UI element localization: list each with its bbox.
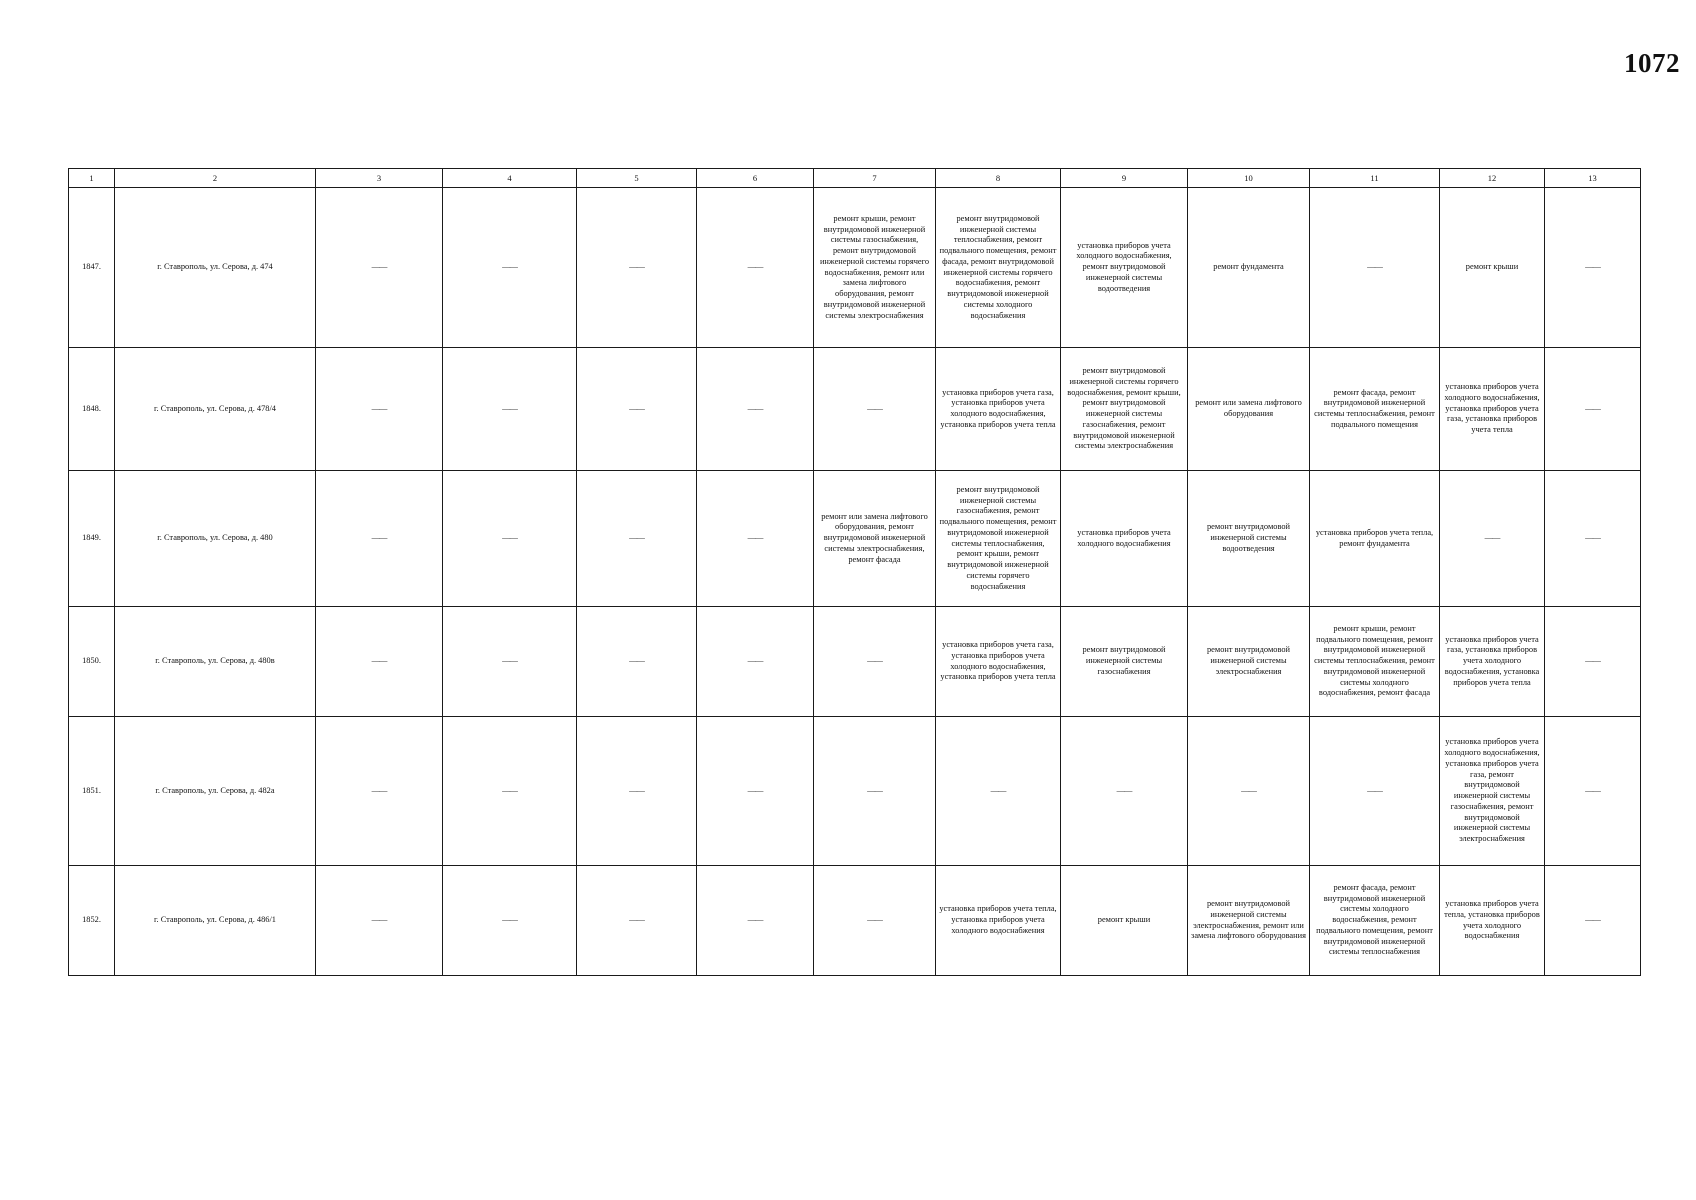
empty-dash-cell: [1310, 188, 1440, 348]
empty-dash-cell: [936, 717, 1061, 866]
dash-mark: ——: [867, 915, 882, 925]
row-number: 1847.: [69, 188, 115, 348]
column-header: 9: [1061, 169, 1188, 188]
address-cell: г. Ставрополь, ул. Серова, д. 478/4: [115, 348, 316, 471]
dash-mark: ——: [1585, 785, 1600, 795]
column-header: 6: [697, 169, 814, 188]
dash-mark: ——: [867, 656, 882, 666]
dash-mark: ——: [867, 403, 882, 413]
column-header: 7: [814, 169, 936, 188]
table-row: [69, 866, 1641, 976]
row-number: 1852.: [69, 866, 115, 976]
dash-mark: ——: [502, 915, 517, 925]
work-cell: установка приборов учета холодного водоснабжения: [1061, 471, 1188, 607]
dash-mark: ——: [502, 656, 517, 666]
table-row: [69, 188, 1641, 348]
empty-dash-cell: [697, 348, 814, 471]
empty-dash-cell: [1545, 471, 1641, 607]
work-cell: ремонт внутридомовой инженерной системы электроснабжения: [1188, 607, 1310, 717]
empty-dash-cell: [697, 866, 814, 976]
empty-dash-cell: [577, 188, 697, 348]
empty-dash-cell: [577, 607, 697, 717]
dash-mark: ——: [629, 533, 644, 543]
empty-dash-cell: [316, 471, 443, 607]
empty-dash-cell: [1188, 717, 1310, 866]
empty-dash-cell: [1310, 717, 1440, 866]
table-row: [69, 348, 1641, 471]
work-cell: установка приборов учета холодного водоснабжения, установка приборов учета газа, ремонт внутридомовой инженерной системы газоснабжения, ремонт внутридомовой инженерной системы электроснабжения: [1440, 717, 1545, 866]
empty-dash-cell: [1440, 471, 1545, 607]
work-cell: ремонт фасада, ремонт внутридомовой инженерной системы теплоснабжения, ремонт подвального помещения: [1310, 348, 1440, 471]
empty-dash-cell: [1545, 188, 1641, 348]
dash-mark: ——: [747, 915, 763, 925]
column-header: 13: [1545, 169, 1641, 188]
dash-mark: ——: [629, 656, 644, 666]
work-cell: ремонт внутридомовой инженерной системы газоснабжения, ремонт подвального помещения, ремонт внутридомовой инженерной системы теплоснабжения, ремонт крыши, ремонт внутридомовой инженерной системы горячего водоснабжения: [936, 471, 1061, 607]
table-row: [69, 717, 1641, 866]
dash-mark: ——: [629, 915, 644, 925]
work-cell: установка приборов учета холодного водоснабжения, установка приборов учета газа, установка приборов учета тепла: [1440, 348, 1545, 471]
dash-mark: ——: [747, 656, 763, 666]
work-cell: ремонт внутридомовой инженерной системы теплоснабжения, ремонт подвального помещения, ремонт фасада, ремонт внутридомовой инженерной системы горячего водоснабжения, ремонт внутридомовой инженерной системы холодного водоснабжения: [936, 188, 1061, 348]
work-cell: установка приборов учета холодного водоснабжения, ремонт внутридомовой инженерной системы водоотведения: [1061, 188, 1188, 348]
table-row: [69, 607, 1641, 717]
empty-dash-cell: [443, 866, 577, 976]
dash-mark: ——: [1585, 656, 1600, 666]
empty-dash-cell: [814, 607, 936, 717]
dash-mark: ——: [371, 656, 387, 666]
row-number: 1850.: [69, 607, 115, 717]
dash-mark: ——: [1241, 785, 1256, 795]
repair-schedule-table: [68, 168, 1641, 976]
dash-mark: ——: [502, 262, 517, 272]
column-header: 2: [115, 169, 316, 188]
dash-mark: ——: [747, 262, 763, 272]
row-number: 1851.: [69, 717, 115, 866]
dash-mark: ——: [502, 533, 517, 543]
dash-mark: ——: [371, 262, 387, 272]
address-cell: г. Ставрополь, ул. Серова, д. 480: [115, 471, 316, 607]
empty-dash-cell: [316, 607, 443, 717]
column-header: 8: [936, 169, 1061, 188]
empty-dash-cell: [443, 188, 577, 348]
empty-dash-cell: [697, 607, 814, 717]
column-header: 12: [1440, 169, 1545, 188]
empty-dash-cell: [697, 188, 814, 348]
dash-mark: ——: [747, 533, 763, 543]
work-cell: ремонт крыши: [1440, 188, 1545, 348]
column-header: 11: [1310, 169, 1440, 188]
dash-mark: ——: [1585, 262, 1600, 272]
empty-dash-cell: [443, 348, 577, 471]
work-cell: ремонт крыши: [1061, 866, 1188, 976]
dash-mark: ——: [629, 785, 644, 795]
dash-mark: ——: [990, 785, 1006, 795]
empty-dash-cell: [814, 866, 936, 976]
empty-dash-cell: [577, 348, 697, 471]
column-header: 10: [1188, 169, 1310, 188]
empty-dash-cell: [443, 471, 577, 607]
work-cell: ремонт фундамента: [1188, 188, 1310, 348]
empty-dash-cell: [814, 348, 936, 471]
dash-mark: ——: [502, 403, 517, 413]
empty-dash-cell: [1545, 348, 1641, 471]
empty-dash-cell: [316, 348, 443, 471]
dash-mark: ——: [747, 403, 763, 413]
empty-dash-cell: [316, 866, 443, 976]
work-cell: ремонт или замена лифтового оборудования, ремонт внутридомовой инженерной системы электроснабжения, ремонт фасада: [814, 471, 936, 607]
page-number: 1072: [1624, 48, 1680, 78]
dash-mark: ——: [1585, 533, 1600, 543]
column-header: 5: [577, 169, 697, 188]
work-cell: установка приборов учета тепла, ремонт фундамента: [1310, 471, 1440, 607]
work-cell: ремонт внутридомовой инженерной системы водоотведения: [1188, 471, 1310, 607]
dash-mark: ——: [371, 915, 387, 925]
work-cell: установка приборов учета газа, установка приборов учета холодного водоснабжения, установка приборов учета тепла: [936, 607, 1061, 717]
empty-dash-cell: [443, 717, 577, 866]
empty-dash-cell: [577, 471, 697, 607]
work-cell: ремонт внутридомовой инженерной системы электроснабжения, ремонт или замена лифтового оборудования: [1188, 866, 1310, 976]
dash-mark: ——: [1484, 533, 1500, 543]
column-header: 3: [316, 169, 443, 188]
dash-mark: ——: [371, 533, 387, 543]
dash-mark: ——: [629, 403, 644, 413]
work-cell: ремонт крыши, ремонт подвального помещения, ремонт внутридомовой инженерной системы теплоснабжения, ремонт внутридомовой инженерной системы холодного водоснабжения, ремонт фасада: [1310, 607, 1440, 717]
column-header: 4: [443, 169, 577, 188]
work-cell: ремонт или замена лифтового оборудования: [1188, 348, 1310, 471]
table-row: [69, 471, 1641, 607]
column-header: 1: [69, 169, 115, 188]
empty-dash-cell: [316, 188, 443, 348]
address-cell: г. Ставрополь, ул. Серова, д. 474: [115, 188, 316, 348]
column-number-row: [69, 169, 1641, 188]
dash-mark: ——: [1585, 915, 1600, 925]
dash-mark: ——: [371, 403, 387, 413]
dash-mark: ——: [1585, 403, 1600, 413]
dash-mark: ——: [747, 785, 763, 795]
empty-dash-cell: [577, 717, 697, 866]
work-cell: установка приборов учета газа, установка приборов учета холодного водоснабжения, установка приборов учета тепла: [936, 348, 1061, 471]
address-cell: г. Ставрополь, ул. Серова, д. 486/1: [115, 866, 316, 976]
row-number: 1848.: [69, 348, 115, 471]
dash-mark: ——: [1116, 785, 1132, 795]
empty-dash-cell: [1545, 607, 1641, 717]
dash-mark: ——: [867, 785, 882, 795]
work-cell: ремонт внутридомовой инженерной системы газоснабжения: [1061, 607, 1188, 717]
work-cell: ремонт внутридомовой инженерной системы горячего водоснабжения, ремонт крыши, ремонт внутридомовой инженерной системы газоснабжения, ремонт внутридомовой инженерной системы электроснабжения: [1061, 348, 1188, 471]
work-cell: установка приборов учета газа, установка приборов учета холодного водоснабжения, установка приборов учета тепла: [1440, 607, 1545, 717]
empty-dash-cell: [697, 471, 814, 607]
address-cell: г. Ставрополь, ул. Серова, д. 482а: [115, 717, 316, 866]
work-cell: установка приборов учета тепла, установка приборов учета холодного водоснабжения: [936, 866, 1061, 976]
empty-dash-cell: [1545, 866, 1641, 976]
dash-mark: ——: [1367, 785, 1382, 795]
empty-dash-cell: [316, 717, 443, 866]
work-cell: ремонт крыши, ремонт внутридомовой инженерной системы газоснабжения, ремонт внутридомовой инженерной системы горячего водоснабжения, ремонт или замена лифтового оборудования, ремонт внутридомовой инженерной системы электроснабжения: [814, 188, 936, 348]
row-number: 1849.: [69, 471, 115, 607]
dash-mark: ——: [371, 785, 387, 795]
dash-mark: ——: [502, 785, 517, 795]
address-cell: г. Ставрополь, ул. Серова, д. 480в: [115, 607, 316, 717]
empty-dash-cell: [443, 607, 577, 717]
empty-dash-cell: [1545, 717, 1641, 866]
empty-dash-cell: [697, 717, 814, 866]
work-cell: ремонт фасада, ремонт внутридомовой инженерной системы холодного водоснабжения, ремонт подвального помещения, ремонт внутридомовой инженерной системы теплоснабжения: [1310, 866, 1440, 976]
work-cell: установка приборов учета тепла, установка приборов учета холодного водоснабжения: [1440, 866, 1545, 976]
empty-dash-cell: [814, 717, 936, 866]
table-body: [69, 169, 1641, 976]
dash-mark: ——: [1367, 262, 1382, 272]
dash-mark: ——: [629, 262, 644, 272]
empty-dash-cell: [1061, 717, 1188, 866]
empty-dash-cell: [577, 866, 697, 976]
